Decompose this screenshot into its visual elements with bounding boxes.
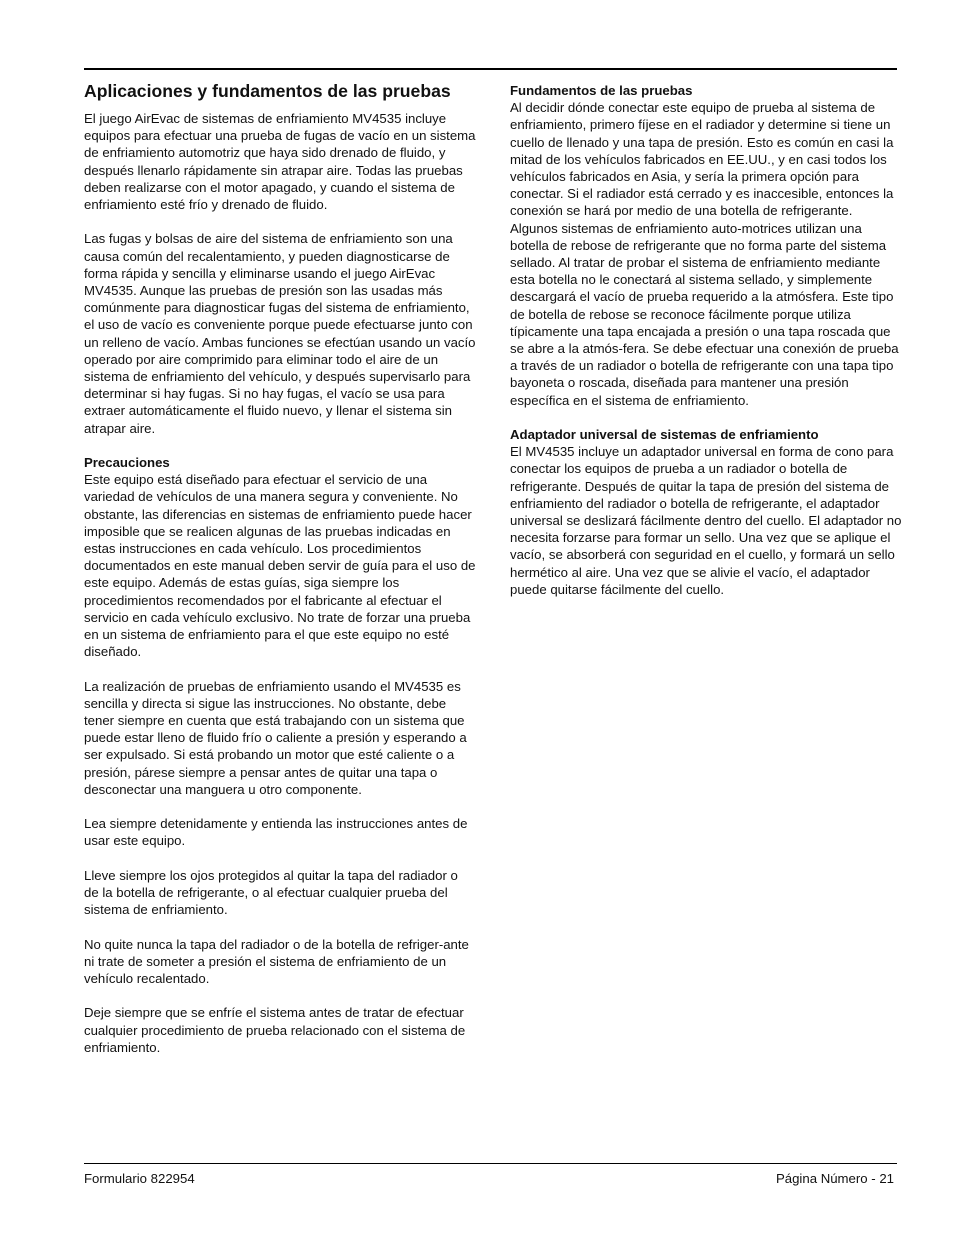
precautions-paragraph-6: Deje siempre que se enfríe el sistema antes de tratar de efectuar cualquier procedimiento de prueba relacionado con el sistema de enfriamiento. — [84, 1005, 466, 1055]
precautions-section — [84, 454, 476, 1056]
section-title: Aplicaciones y fundamentos de las pruebas — [84, 81, 451, 101]
precautions-heading: Precauciones — [84, 455, 170, 471]
adapter-section — [510, 426, 902, 598]
top-rule — [84, 68, 897, 70]
footer-page-number: Página Número - 21 — [775, 1171, 894, 1186]
precautions-paragraph-1: Este equipo está diseñado para efectuar el servicio de una variedad de vehículos de una manera segura y conveniente. No obstante, las diferencias en sistemas de enfriamiento puede hacer imposible que se realicen algunas de las pruebas indicadas en estas instrucciones en cada vehículo. Los procedimientos documentados en este manual deben servir de guía para el uso de este equipo. Además de estas guías, siga siempre los procedimientos recomendados por el fabricante al efectuar el servicio en cada vehículo exclusivo. No trate de forzar una prueba en un sistema de enfriamiento para el que este equipo no esté diseñado. — [84, 472, 476, 660]
adapter-paragraph: El MV4535 incluye un adaptador universal en forma de cono para conectar los equipos de prueba a un radiador o botella de refrigerante. Después de quitar la tapa de presión del sistema de enfriamiento del radiador o botella de refrigerante, el adaptador universal se deslizará fácilmente dentro del cuello. El adaptador no necesita forzarse para formar un sello. Una vez que se aplique el vacío, se absorberá con seguridad en el cuello, y formará un sello hermético al aire. Una vez que se alivie el vacío, el adaptador puede quitarse fácilmente del cuello. — [510, 444, 902, 597]
fundamentals-heading: Fundamentos de las pruebas — [510, 83, 693, 98]
precautions-paragraph-3: Lea siempre detenidamente y entienda las instrucciones antes de usar este equipo. — [84, 816, 468, 849]
intro-paragraph-2: Las fugas y bolsas de aire del sistema de enfriamiento son una causa común del recalentamiento, y pueden diagnosticarse de forma rápida y sencilla y eliminarse usando el juego AirEvac MV4535. Aunque las pruebas de presión son las usadas más comúnmente para diagnosticar fugas del sistema de enfriamiento, el uso de vacío es conveniente porque puede efectuarse junto con un relleno de vacío. Ambas funciones se efectúan usando un vacío operado por aire comprimido para eliminar todo el aire de un sistema de enfriamiento del vehículo, y después supervisarlo para determinar si hay fugas. Si no hay fugas, el vacío se usa para extraer automáticamente el fluido nuevo, y llenar el sistema sin atrapar aire. — [84, 231, 476, 436]
footer-rule — [84, 1163, 897, 1164]
precautions-paragraph-2: La realización de pruebas de enfriamiento usando el MV4535 es sencilla y directa si sigue las instrucciones. No obstante, debe tener siempre en cuenta que está trabajando con un sistema que puede estar lleno de fluido frío o caliente a presión y esperando a ser expulsado. Si está probando un motor que esté caliente o a presión, párese siempre a pensar antes de quitar una tapa o desconectar una manguera u otro componente. — [84, 678, 467, 797]
fundamentals-paragraph: Al decidir dónde conectar este equipo de prueba al sistema de enfriamiento, primero fíjese en el radiador y determine si tiene un cuello de llenado y una tapa de presión. Esto es común en casi la mitad de los vehículos fabricados en EE.UU., y en casi todos los vehículos fabricados en Asia, y sería la primera opción para conectar. Si el radiador está cerrado y es inaccesible, entonces la conexión se hará por medio de una botella de refrigerante. Algunos sistemas de enfriamiento auto-motrices utilizan una botella de rebose de refrigerante que no forma parte del sistema sellado. Al tratar de probar el sistema de enfriamiento mediante esta botella no le conectará al sistema sellado, y simplemente descargará el vacío de prueba requerido a la atmósfera. Este tipo de botella de rebose se reconoce fácilmente porque utiliza típicamente una tapa encajada a presión o una tapa roscada que se abre a la atmós-fera. Se debe efectuar una conexión de prueba a través de un radiador o botella de refrigerante con una tapa tipo bayoneta o roscada, diseñada para mantener una presión específica en el sistema de enfriamiento. — [510, 100, 899, 408]
intro-paragraph-1: El juego AirEvac de sistemas de enfriamiento MV4535 incluye equipos para efectuar una prueba de fugas de vacío en un sistema de enfriamiento automotriz que haya sido drenado de fluido, y después llenarlo rápidamente sin atrapar aire. Todas las pruebas deben realizarse con el motor apagado, y cuando el sistema de enfriamiento esté frío y drenado de fluido. — [84, 111, 476, 213]
precautions-paragraph-4: Lleve siempre los ojos protegidos al quitar la tapa del radiador o de la botella de refrigerante, o al efectuar cualquier prueba del sistema de enfriamiento. — [84, 867, 458, 918]
footer-form-number: Formulario 822954 — [84, 1171, 195, 1186]
precautions-paragraph-5: No quite nunca la tapa del radiador o de la botella de refriger-ante ni trate de someter a presión el sistema de enfriamiento de un vehículo recalentado. — [84, 936, 469, 987]
fundamentals-section — [510, 82, 902, 409]
adapter-heading: Adaptador universal de sistemas de enfriamiento — [510, 427, 819, 443]
right-column — [510, 82, 902, 615]
left-column — [84, 80, 476, 1073]
